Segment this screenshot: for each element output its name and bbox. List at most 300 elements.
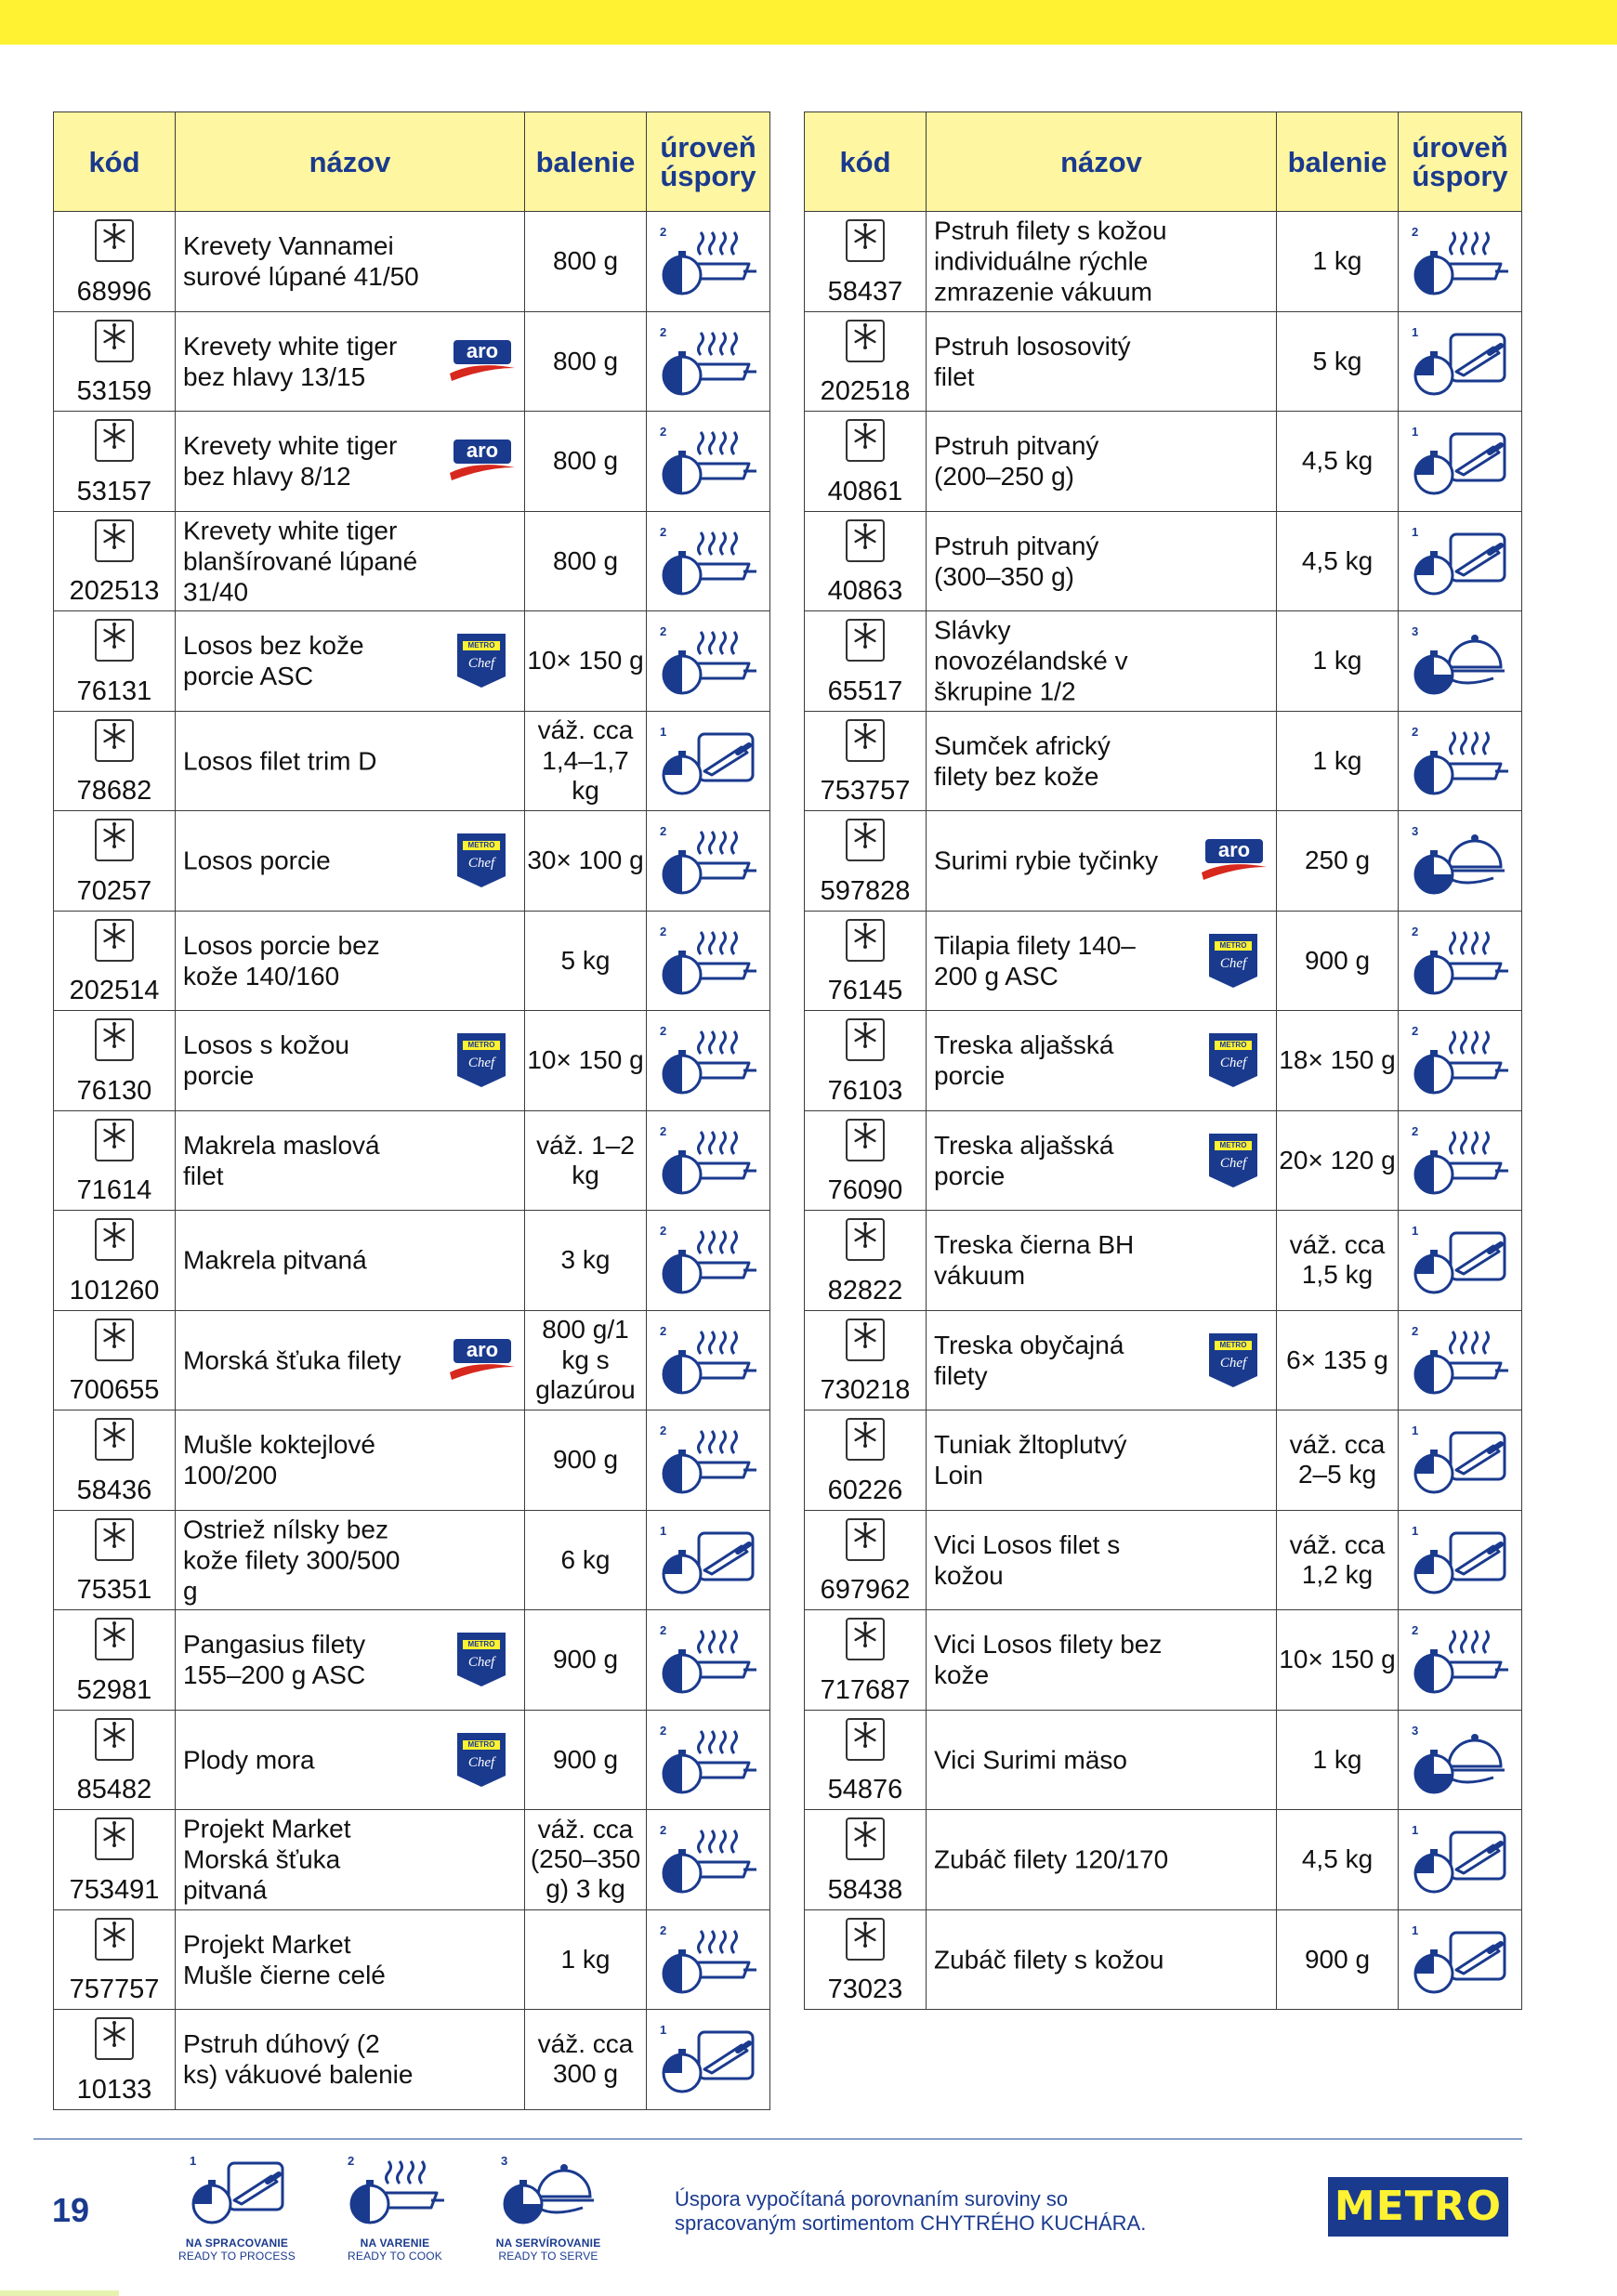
product-code-cell: [805, 1211, 927, 1311]
legend-sub: READY TO PROCESS: [178, 2250, 296, 2263]
product-code-cell: [54, 1310, 176, 1410]
product-name: Mušle koktejlové 100/200: [183, 1430, 375, 1490]
product-code: 76145: [827, 976, 903, 1005]
ready-to-process-icon: [186, 2156, 288, 2230]
header-package: balenie: [1277, 112, 1399, 212]
frozen-snowflake-icon: [95, 519, 134, 562]
product-name: Losos porcie: [183, 846, 331, 875]
frozen-snowflake-icon: [846, 219, 885, 262]
bottom-accent: [0, 2290, 119, 2296]
product-name-cell: [927, 611, 1277, 712]
product-code-cell: [805, 711, 927, 811]
chef-badge-top: METRO: [467, 641, 495, 650]
product-name: Losos s kožou porcie: [183, 1030, 349, 1091]
product-code: 76130: [76, 1075, 152, 1106]
table-row: [54, 1310, 770, 1410]
frozen-snowflake-icon: [95, 1918, 134, 1961]
ready-to-cook-icon: [656, 1625, 758, 1699]
product-name-cell: [927, 412, 1277, 512]
product-code: 54876: [827, 1775, 903, 1804]
product-code: 202518: [820, 376, 911, 406]
chef-badge-bottom: Chef: [467, 1754, 495, 1770]
product-name: Krevety white tiger bez hlavy 8/12: [183, 431, 398, 492]
product-code-cell: [54, 1610, 176, 1711]
table-row: [54, 911, 770, 1011]
frozen-snowflake-icon: [95, 1418, 134, 1461]
product-name-cell: [927, 1909, 1277, 2010]
metro-logo: [1328, 2177, 1508, 2237]
product-name: Tilapia filety 140–200 g ASC: [934, 930, 1136, 991]
table-row: [805, 311, 1522, 412]
frozen-snowflake-icon: [95, 219, 134, 262]
package-size: 3 kg: [525, 1211, 647, 1311]
ready-to-cook-icon: [656, 1026, 758, 1100]
savings-level-cell: [647, 1810, 770, 1910]
product-code-cell: [54, 1510, 176, 1610]
product-name-cell: [176, 1610, 525, 1711]
product-code: 75351: [76, 1575, 152, 1605]
product-name-cell: [927, 1110, 1277, 1211]
product-name: Surimi rybie tyčinky: [934, 846, 1159, 875]
table-row: [54, 212, 770, 312]
product-code: 40861: [827, 476, 903, 506]
product-name: Zubáč filety 120/170: [934, 1844, 1169, 1874]
legend-sub: READY TO COOK: [348, 2250, 442, 2263]
savings-level-cell: [647, 511, 770, 611]
savings-level-cell: [1399, 1610, 1522, 1711]
legend-level-2: [335, 2156, 455, 2263]
package-size: 1 kg: [525, 1909, 647, 2010]
chef-badge-bottom: Chef: [467, 656, 495, 672]
frozen-snowflake-icon: [95, 419, 134, 462]
aro-brand-text: aro: [466, 439, 499, 463]
frozen-snowflake-icon: [846, 519, 885, 562]
package-size: váž. cca 1,4–1,7 kg: [525, 711, 647, 811]
aro-brand-text: aro: [1217, 838, 1251, 862]
table-row: [54, 611, 770, 712]
product-name-cell: [927, 511, 1277, 611]
package-size: váž. cca (250–350 g) 3 kg: [525, 1810, 647, 1910]
ready-to-process-icon: [1408, 327, 1510, 401]
frozen-snowflake-icon: [846, 1218, 885, 1261]
product-code-cell: [54, 1011, 176, 1111]
savings-level-cell: [647, 611, 770, 712]
ready-to-process-icon: [656, 1526, 758, 1600]
table-header: [805, 112, 1522, 212]
product-code-cell: [805, 1810, 927, 1910]
package-size: 4,5 kg: [1277, 1810, 1399, 1910]
product-name: Pstruh dúhový (2 ks) vákuové balenie: [183, 2029, 414, 2090]
product-name: Plody mora: [183, 1745, 315, 1775]
legend-level-1: [177, 2156, 297, 2263]
package-size: 20× 120 g: [1277, 1110, 1399, 1211]
chef-badge-top: METRO: [467, 1739, 495, 1749]
aro-brand-badge: [448, 1337, 517, 1384]
product-name: Pstruh filety s kožou individuálne rýchle zmrazenie vákuum: [934, 216, 1167, 307]
product-name: Krevety Vannamei surové lúpané 41/50: [183, 231, 419, 292]
ready-to-cook-icon: [656, 327, 758, 401]
package-size: 900 g: [1277, 911, 1399, 1011]
product-code: 53157: [76, 476, 152, 506]
table-row: [54, 811, 770, 912]
savings-level-cell: [1399, 311, 1522, 412]
table-row: [54, 1610, 770, 1711]
metro-chef-brand-badge: [455, 1631, 507, 1688]
metro-chef-brand-badge: [455, 1731, 507, 1789]
package-size: 10× 150 g: [525, 611, 647, 712]
frozen-snowflake-icon: [846, 1119, 885, 1161]
product-code: 76103: [827, 1075, 903, 1106]
table-row: [54, 511, 770, 611]
product-code-cell: [54, 1211, 176, 1311]
product-code-cell: [805, 1510, 927, 1610]
ready-to-cook-icon: [1408, 926, 1510, 1001]
ready-to-cook-icon: [656, 1226, 758, 1300]
package-size: 5 kg: [525, 911, 647, 1011]
chef-badge-bottom: Chef: [1219, 955, 1247, 971]
product-name-cell: [927, 1710, 1277, 1810]
savings-level-cell: [1399, 1011, 1522, 1111]
frozen-snowflake-icon: [846, 719, 885, 762]
ready-to-cook-icon: [656, 826, 758, 900]
savings-level-cell: [647, 1410, 770, 1511]
ready-to-process-icon: [1408, 426, 1510, 501]
savings-level-cell: [1399, 412, 1522, 512]
chef-badge-bottom: Chef: [467, 1655, 495, 1671]
product-name-cell: [927, 212, 1277, 312]
table-row: [805, 1211, 1522, 1311]
package-size: 800 g/1 kg s glazúrou: [525, 1310, 647, 1410]
package-size: 250 g: [1277, 811, 1399, 912]
product-name: Makrela pitvaná: [183, 1245, 367, 1275]
product-code: 58438: [827, 1874, 903, 1905]
product-code-cell: [54, 1810, 176, 1910]
package-size: váž. cca 1,2 kg: [1277, 1510, 1399, 1610]
product-code: 60226: [827, 1475, 903, 1505]
package-size: 6× 135 g: [1277, 1310, 1399, 1410]
metro-chef-brand-badge: [455, 832, 507, 889]
footnote-line1: Úspora vypočítaná porovnaním suroviny so: [675, 2187, 1069, 2211]
product-code: 40863: [827, 576, 903, 606]
frozen-snowflake-icon: [846, 1518, 885, 1561]
page-number: 19: [52, 2191, 90, 2229]
product-code-cell: [805, 611, 927, 712]
frozen-snowflake-icon: [846, 1319, 885, 1361]
product-name: Morská šťuka filety: [183, 1345, 401, 1375]
product-name-cell: [176, 212, 525, 312]
product-code: 82822: [827, 1275, 903, 1305]
package-size: 5 kg: [1277, 311, 1399, 412]
product-code-cell: [805, 212, 927, 312]
frozen-snowflake-icon: [846, 419, 885, 462]
product-name: Losos filet trim D: [183, 746, 377, 776]
product-name-cell: [927, 1610, 1277, 1711]
savings-level-cell: [1399, 1710, 1522, 1810]
package-size: 10× 150 g: [525, 1011, 647, 1111]
savings-level-cell: [647, 2010, 770, 2110]
table-row: [805, 711, 1522, 811]
ready-to-process-icon: [1408, 1425, 1510, 1500]
product-code: 70257: [76, 875, 152, 906]
frozen-snowflake-icon: [95, 619, 134, 662]
product-name-cell: [176, 611, 525, 712]
package-size: 900 g: [1277, 1909, 1399, 2010]
savings-level-cell: [1399, 911, 1522, 1011]
product-name-cell: [176, 1310, 525, 1410]
metro-chef-brand-badge: [1207, 1132, 1259, 1189]
ready-to-cook-icon: [344, 2156, 446, 2230]
ready-to-process-icon: [1408, 1226, 1510, 1300]
frozen-snowflake-icon: [846, 1418, 885, 1461]
product-name: Losos porcie bez kože 140/160: [183, 930, 380, 991]
product-code-cell: [54, 911, 176, 1011]
product-name-cell: [927, 1510, 1277, 1610]
ready-to-cook-icon: [656, 1825, 758, 1899]
chef-badge-bottom: Chef: [467, 856, 495, 872]
chef-badge-bottom: Chef: [1219, 1155, 1247, 1171]
legend-level-3: [483, 2156, 613, 2263]
product-name-cell: [927, 1810, 1277, 1910]
product-name: Vici Losos filety bez kože: [934, 1630, 1163, 1690]
product-code-cell: [805, 1310, 927, 1410]
ready-to-cook-icon: [656, 1725, 758, 1800]
savings-level-cell: [1399, 611, 1522, 712]
table-row: [54, 711, 770, 811]
header-savings-line2: úspory: [660, 160, 756, 192]
savings-level-cell: [647, 811, 770, 912]
product-code-cell: [805, 811, 927, 912]
savings-level-cell: [647, 1610, 770, 1711]
ready-to-process-icon: [656, 2025, 758, 2099]
savings-level-cell: [647, 311, 770, 412]
legend-label: NA SPRACOVANIE: [185, 2237, 289, 2250]
header-savings-line2: úspory: [1412, 160, 1508, 192]
savings-level-cell: [647, 711, 770, 811]
header-code: kód: [54, 112, 176, 212]
product-name-cell: [927, 1410, 1277, 1511]
product-name: Treska čierna BH vákuum: [934, 1230, 1135, 1291]
chef-badge-top: METRO: [1219, 1340, 1247, 1349]
package-size: 900 g: [525, 1710, 647, 1810]
ready-to-cook-icon: [656, 1425, 758, 1500]
product-code: 53159: [76, 376, 152, 406]
table-row: [54, 412, 770, 512]
product-name-cell: [176, 1211, 525, 1311]
frozen-snowflake-icon: [95, 1817, 134, 1860]
chef-badge-bottom: Chef: [1219, 1355, 1247, 1371]
product-code-cell: [805, 1011, 927, 1111]
savings-level-cell: [647, 412, 770, 512]
product-code: 58437: [827, 276, 903, 307]
chef-badge-bottom: Chef: [1219, 1056, 1247, 1071]
product-name-cell: [176, 811, 525, 912]
table-row: [805, 811, 1522, 912]
product-name-cell: [927, 1211, 1277, 1311]
product-code: 71614: [76, 1175, 152, 1205]
savings-level-cell: [647, 1710, 770, 1810]
header-savings: [1399, 112, 1522, 212]
package-size: váž. cca 2–5 kg: [1277, 1410, 1399, 1511]
legend-sub: READY TO SERVE: [498, 2250, 598, 2263]
product-code: 85482: [76, 1775, 152, 1804]
ready-to-serve-icon: [1408, 826, 1510, 900]
savings-level-cell: [1399, 1110, 1522, 1211]
chef-badge-top: METRO: [467, 841, 495, 850]
ready-to-process-icon: [656, 727, 758, 801]
product-code: 757757: [69, 1975, 160, 2004]
package-size: váž. cca 300 g: [525, 2010, 647, 2110]
package-size: 1 kg: [1277, 1710, 1399, 1810]
product-code-cell: [54, 811, 176, 912]
table-row: [54, 1710, 770, 1810]
savings-level-cell: [1399, 511, 1522, 611]
package-size: váž. cca 1,5 kg: [1277, 1211, 1399, 1311]
product-code-cell: [54, 1909, 176, 2010]
table-row: [805, 1810, 1522, 1910]
chef-badge-top: METRO: [1219, 1041, 1247, 1050]
product-name: Vici Surimi mäso: [934, 1745, 1127, 1775]
package-size: 4,5 kg: [1277, 412, 1399, 512]
footnote-line2: spracovaným sortimentom CHYTRÉHO KUCHÁRA.: [675, 2211, 1147, 2236]
product-name: Pstruh lososovitý filet: [934, 331, 1131, 391]
header-savings-line1: úroveň: [1412, 131, 1508, 164]
table-row: [805, 1510, 1522, 1610]
package-size: 800 g: [525, 311, 647, 412]
product-name: Krevety white tiger blanšírované lúpané 31/40: [183, 516, 418, 607]
header-name: názov: [927, 112, 1277, 212]
savings-level-cell: [1399, 711, 1522, 811]
savings-level-cell: [647, 212, 770, 312]
table-row: [805, 1909, 1522, 2010]
aro-brand-badge: [1200, 837, 1269, 884]
product-name-cell: [176, 311, 525, 412]
product-name: Treska obyčajná filety: [934, 1330, 1124, 1390]
ready-to-cook-icon: [1408, 1026, 1510, 1100]
metro-chef-brand-badge: [1207, 1332, 1259, 1389]
product-code: 68996: [76, 276, 152, 307]
frozen-snowflake-icon: [95, 1618, 134, 1660]
ready-to-cook-icon: [1408, 1625, 1510, 1699]
product-code: 76131: [76, 676, 152, 706]
product-name: Projekt Market Morská šťuka pitvaná: [183, 1814, 351, 1905]
table-row: [54, 1510, 770, 1610]
savings-level-cell: [1399, 212, 1522, 312]
frozen-snowflake-icon: [95, 2017, 134, 2060]
frozen-snowflake-icon: [846, 1018, 885, 1061]
table-row: [805, 511, 1522, 611]
product-code-cell: [805, 1610, 927, 1711]
table-row: [805, 212, 1522, 312]
ready-to-serve-icon: [1408, 1725, 1510, 1800]
table-header: [54, 112, 770, 212]
product-code-cell: [805, 1710, 927, 1810]
package-size: 30× 100 g: [525, 811, 647, 912]
ready-to-cook-icon: [656, 1925, 758, 2000]
package-size: 800 g: [525, 412, 647, 512]
table-row: [54, 311, 770, 412]
savings-level-cell: [1399, 1310, 1522, 1410]
package-size: 4,5 kg: [1277, 511, 1399, 611]
frozen-snowflake-icon: [95, 1518, 134, 1561]
product-code-cell: [54, 711, 176, 811]
frozen-snowflake-icon: [846, 1817, 885, 1860]
product-name: Sumček africký filety bez kože: [934, 730, 1111, 791]
frozen-snowflake-icon: [846, 1718, 885, 1761]
package-size: 900 g: [525, 1610, 647, 1711]
header-savings-line1: úroveň: [660, 131, 756, 164]
product-name-cell: [176, 711, 525, 811]
product-name-cell: [927, 711, 1277, 811]
package-size: 6 kg: [525, 1510, 647, 1610]
table-row: [805, 1710, 1522, 1810]
frozen-snowflake-icon: [846, 919, 885, 962]
frozen-snowflake-icon: [95, 819, 134, 861]
product-code-cell: [54, 1710, 176, 1810]
table-row: [805, 1410, 1522, 1511]
ready-to-cook-icon: [1408, 227, 1510, 301]
product-name-cell: [176, 2010, 525, 2110]
savings-level-cell: [647, 1211, 770, 1311]
product-code-cell: [54, 412, 176, 512]
product-name-cell: [176, 1011, 525, 1111]
ready-to-serve-icon: [1408, 626, 1510, 701]
product-code: 597828: [820, 875, 911, 906]
product-code-cell: [805, 511, 927, 611]
product-name: Krevety white tiger bez hlavy 13/15: [183, 331, 398, 391]
savings-level-cell: [1399, 1909, 1522, 2010]
header-savings: [647, 112, 770, 212]
product-name: Vici Losos filet s kožou: [934, 1529, 1121, 1590]
savings-level-cell: [647, 1011, 770, 1111]
table-row: [54, 1909, 770, 2010]
table-row: [805, 1310, 1522, 1410]
ready-to-cook-icon: [1408, 1326, 1510, 1400]
product-table-right: [804, 112, 1522, 2010]
ready-to-cook-icon: [656, 527, 758, 601]
ready-to-cook-icon: [656, 426, 758, 501]
chef-badge-top: METRO: [467, 1640, 495, 1649]
product-code: 52981: [76, 1674, 152, 1705]
table-row: [54, 1110, 770, 1211]
metro-chef-brand-badge: [1207, 932, 1259, 990]
package-size: 800 g: [525, 212, 647, 312]
frozen-snowflake-icon: [846, 1618, 885, 1660]
package-size: 10× 150 g: [1277, 1610, 1399, 1711]
frozen-snowflake-icon: [95, 1718, 134, 1761]
ready-to-process-icon: [1408, 527, 1510, 601]
product-code: 73023: [827, 1975, 903, 2004]
product-code-cell: [54, 311, 176, 412]
product-name: Ostriež nílsky bez kože filety 300/500 g: [183, 1515, 401, 1606]
product-name: Losos bez kože porcie ASC: [183, 631, 364, 691]
product-code: 697962: [820, 1575, 911, 1605]
product-code-cell: [54, 511, 176, 611]
product-code-cell: [54, 611, 176, 712]
table-row: [54, 2010, 770, 2110]
ready-to-cook-icon: [656, 1326, 758, 1400]
table-row: [54, 1810, 770, 1910]
header-package: balenie: [525, 112, 647, 212]
savings-level-cell: [647, 911, 770, 1011]
product-code-cell: [54, 1110, 176, 1211]
product-code: 753757: [820, 776, 911, 806]
product-code-cell: [805, 412, 927, 512]
table-row: [54, 1211, 770, 1311]
aro-brand-badge: [448, 438, 517, 484]
product-name-cell: [176, 1710, 525, 1810]
ready-to-cook-icon: [656, 1126, 758, 1200]
frozen-snowflake-icon: [95, 1119, 134, 1161]
